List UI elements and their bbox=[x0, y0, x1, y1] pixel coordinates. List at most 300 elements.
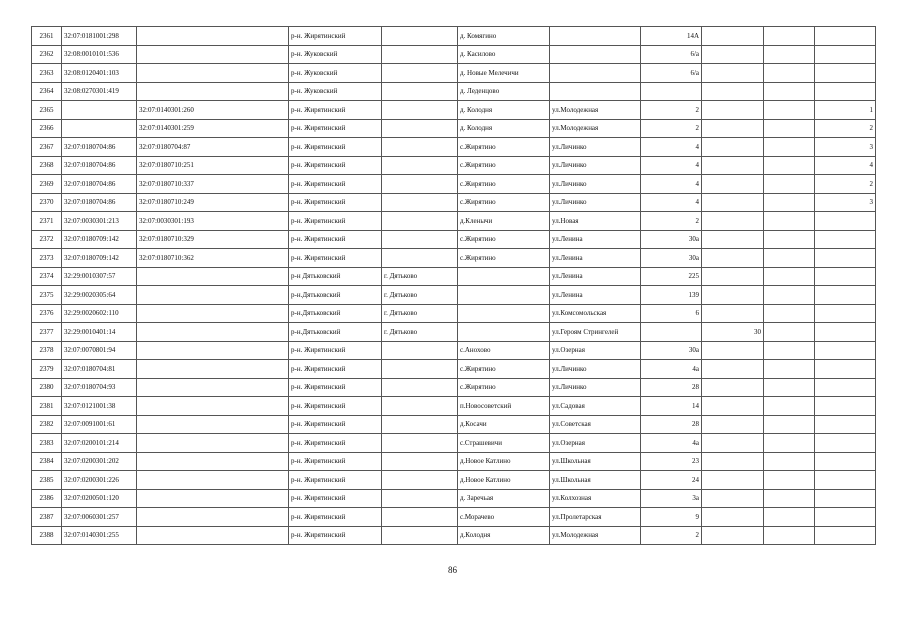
cadastral-number-cell: 32:07:0180709:142 bbox=[62, 230, 137, 249]
cadastral-number-cell: 32:08:0010101:536 bbox=[62, 45, 137, 64]
cadastral-number-2-cell bbox=[137, 45, 289, 64]
street-cell: ул.Ленина bbox=[550, 230, 641, 249]
row-number-cell: 2378 bbox=[32, 341, 62, 360]
city-cell bbox=[382, 45, 458, 64]
table-row bbox=[32, 323, 876, 342]
city-cell bbox=[382, 415, 458, 434]
table-row bbox=[32, 156, 876, 175]
empty-cell-cell bbox=[764, 434, 815, 453]
street-cell: ул.Озерная bbox=[550, 341, 641, 360]
apartment-number-cell bbox=[815, 249, 876, 268]
house-number-cell: 14 bbox=[641, 397, 702, 416]
house-number-cell: 28 bbox=[641, 378, 702, 397]
unit-number-cell bbox=[702, 82, 764, 101]
apartment-number-cell bbox=[815, 27, 876, 46]
house-number-cell: 14А bbox=[641, 27, 702, 46]
cadastral-number-2-cell: 32:07:0180704:87 bbox=[137, 138, 289, 157]
row-number-cell: 2365 bbox=[32, 101, 62, 120]
cadastral-number-cell: 32:07:0181001:298 bbox=[62, 27, 137, 46]
city-cell bbox=[382, 27, 458, 46]
apartment-number-cell bbox=[815, 434, 876, 453]
settlement-cell: с.Страшевичи bbox=[458, 434, 550, 453]
apartment-number-cell: 1 bbox=[815, 101, 876, 120]
row-number-cell: 2374 bbox=[32, 267, 62, 286]
row-number-cell: 2376 bbox=[32, 304, 62, 323]
table-row bbox=[32, 471, 876, 490]
house-number-cell: 2 bbox=[641, 526, 702, 545]
street-cell bbox=[550, 27, 641, 46]
table-body bbox=[32, 27, 876, 545]
settlement-cell: с.Жирятино bbox=[458, 230, 550, 249]
house-number-cell: 24 bbox=[641, 471, 702, 490]
cadastral-number-cell: 32:07:0180704:93 bbox=[62, 378, 137, 397]
empty-cell-cell bbox=[764, 489, 815, 508]
city-cell bbox=[382, 175, 458, 194]
apartment-number-cell bbox=[815, 378, 876, 397]
district-cell: р-н. Жирятинский bbox=[289, 397, 382, 416]
street-cell: ул.Личинко bbox=[550, 378, 641, 397]
house-number-cell: 4 bbox=[641, 193, 702, 212]
row-number-cell: 2380 bbox=[32, 378, 62, 397]
cadastral-number-cell: 32:08:0120401:103 bbox=[62, 64, 137, 83]
empty-cell-cell bbox=[764, 82, 815, 101]
cadastral-number-cell: 32:07:0180709:142 bbox=[62, 249, 137, 268]
apartment-number-cell bbox=[815, 341, 876, 360]
apartment-number-cell: 2 bbox=[815, 119, 876, 138]
unit-number-cell bbox=[702, 286, 764, 305]
house-number-cell: 4а bbox=[641, 360, 702, 379]
house-number-cell: 4 bbox=[641, 175, 702, 194]
house-number-cell: 4 bbox=[641, 138, 702, 157]
empty-cell-cell bbox=[764, 267, 815, 286]
cadastral-number-2-cell: 32:07:0180710:337 bbox=[137, 175, 289, 194]
settlement-cell: д. Новые Мелечичи bbox=[458, 64, 550, 83]
unit-number-cell bbox=[702, 267, 764, 286]
table-row bbox=[32, 212, 876, 231]
row-number-cell: 2370 bbox=[32, 193, 62, 212]
cadastral-number-2-cell: 32:07:0140301:260 bbox=[137, 101, 289, 120]
table-row bbox=[32, 249, 876, 268]
cadastral-number-2-cell: 32:07:0030301:193 bbox=[137, 212, 289, 231]
cadastral-number-cell: 32:07:0180704:86 bbox=[62, 138, 137, 157]
settlement-cell: с.Жирятино bbox=[458, 138, 550, 157]
row-number-cell: 2386 bbox=[32, 489, 62, 508]
unit-number-cell bbox=[702, 193, 764, 212]
table-row bbox=[32, 434, 876, 453]
empty-cell-cell bbox=[764, 360, 815, 379]
house-number-cell: 23 bbox=[641, 452, 702, 471]
city-cell bbox=[382, 341, 458, 360]
district-cell: р-н. Жирятинский bbox=[289, 415, 382, 434]
apartment-number-cell bbox=[815, 323, 876, 342]
apartment-number-cell: 4 bbox=[815, 156, 876, 175]
cadastral-number-2-cell bbox=[137, 489, 289, 508]
table-row bbox=[32, 119, 876, 138]
unit-number-cell bbox=[702, 415, 764, 434]
settlement-cell: с.Жирятино bbox=[458, 193, 550, 212]
table-row bbox=[32, 341, 876, 360]
street-cell: ул.Личинко bbox=[550, 138, 641, 157]
street-cell: ул.Ленина bbox=[550, 286, 641, 305]
apartment-number-cell bbox=[815, 452, 876, 471]
empty-cell-cell bbox=[764, 175, 815, 194]
district-cell: р-н. Жирятинский bbox=[289, 341, 382, 360]
unit-number-cell bbox=[702, 452, 764, 471]
table-row bbox=[32, 489, 876, 508]
cadastral-number-2-cell bbox=[137, 360, 289, 379]
row-number-cell: 2384 bbox=[32, 452, 62, 471]
settlement-cell: д. Комягино bbox=[458, 27, 550, 46]
apartment-number-cell bbox=[815, 267, 876, 286]
unit-number-cell bbox=[702, 489, 764, 508]
settlement-cell: д. Леденцово bbox=[458, 82, 550, 101]
city-cell bbox=[382, 138, 458, 157]
unit-number-cell bbox=[702, 397, 764, 416]
unit-number-cell bbox=[702, 138, 764, 157]
district-cell: р-н. Жирятинский bbox=[289, 526, 382, 545]
empty-cell-cell bbox=[764, 193, 815, 212]
cadastral-number-cell: 32:07:0200301:202 bbox=[62, 452, 137, 471]
empty-cell-cell bbox=[764, 101, 815, 120]
city-cell: г. Дятьково bbox=[382, 304, 458, 323]
cadastral-number-cell: 32:29:0020602:110 bbox=[62, 304, 137, 323]
row-number-cell: 2373 bbox=[32, 249, 62, 268]
cadastral-number-cell: 32:07:0180704:86 bbox=[62, 156, 137, 175]
cadastral-number-2-cell bbox=[137, 304, 289, 323]
street-cell bbox=[550, 45, 641, 64]
table-row bbox=[32, 267, 876, 286]
settlement-cell: д.Новое Катлино bbox=[458, 452, 550, 471]
empty-cell-cell bbox=[764, 397, 815, 416]
unit-number-cell bbox=[702, 304, 764, 323]
table-row bbox=[32, 193, 876, 212]
street-cell: ул.Личинко bbox=[550, 193, 641, 212]
cadastral-number-2-cell bbox=[137, 434, 289, 453]
street-cell: ул.Ленина bbox=[550, 249, 641, 268]
register-sheet bbox=[31, 26, 875, 545]
cadastral-number-cell: 32:07:0200501:120 bbox=[62, 489, 137, 508]
settlement-cell: с.Жирятино bbox=[458, 360, 550, 379]
cadastral-number-2-cell bbox=[137, 286, 289, 305]
city-cell bbox=[382, 378, 458, 397]
cadastral-number-cell: 32:07:0121001:38 bbox=[62, 397, 137, 416]
table-row bbox=[32, 452, 876, 471]
house-number-cell: 30а bbox=[641, 230, 702, 249]
table-row bbox=[32, 378, 876, 397]
house-number-cell: 30а bbox=[641, 249, 702, 268]
cadastral-number-2-cell bbox=[137, 415, 289, 434]
street-cell: ул.Советская bbox=[550, 415, 641, 434]
cadastral-number-2-cell bbox=[137, 323, 289, 342]
unit-number-cell bbox=[702, 434, 764, 453]
street-cell: ул.Садовая bbox=[550, 397, 641, 416]
unit-number-cell bbox=[702, 119, 764, 138]
table-row bbox=[32, 508, 876, 527]
settlement-cell bbox=[458, 304, 550, 323]
district-cell: р-н.Дятьковский bbox=[289, 286, 382, 305]
row-number-cell: 2387 bbox=[32, 508, 62, 527]
apartment-number-cell bbox=[815, 508, 876, 527]
settlement-cell: с.Морачево bbox=[458, 508, 550, 527]
empty-cell-cell bbox=[764, 452, 815, 471]
table-row bbox=[32, 64, 876, 83]
city-cell bbox=[382, 249, 458, 268]
page-number: 86 bbox=[448, 565, 457, 575]
house-number-cell: 2 bbox=[641, 212, 702, 231]
house-number-cell: 30а bbox=[641, 341, 702, 360]
house-number-cell: 2 bbox=[641, 101, 702, 120]
cadastral-number-cell: 32:29:0010401:14 bbox=[62, 323, 137, 342]
apartment-number-cell bbox=[815, 64, 876, 83]
empty-cell-cell bbox=[764, 249, 815, 268]
house-number-cell: 2 bbox=[641, 119, 702, 138]
unit-number-cell bbox=[702, 230, 764, 249]
cadastral-number-cell: 32:07:0200101:214 bbox=[62, 434, 137, 453]
settlement-cell: д. Касилово bbox=[458, 45, 550, 64]
apartment-number-cell bbox=[815, 212, 876, 231]
cadastral-number-2-cell bbox=[137, 64, 289, 83]
district-cell: р-н Дятьковский bbox=[289, 267, 382, 286]
apartment-number-cell bbox=[815, 286, 876, 305]
table-row bbox=[32, 101, 876, 120]
apartment-number-cell bbox=[815, 304, 876, 323]
city-cell bbox=[382, 526, 458, 545]
cadastral-number-2-cell: 32:07:0180710:329 bbox=[137, 230, 289, 249]
district-cell: р-н. Жуковский bbox=[289, 64, 382, 83]
empty-cell-cell bbox=[764, 341, 815, 360]
cadastral-number-2-cell bbox=[137, 378, 289, 397]
cadastral-number-cell bbox=[62, 119, 137, 138]
unit-number-cell bbox=[702, 471, 764, 490]
street-cell: ул.Личинко bbox=[550, 175, 641, 194]
street-cell: ул.Героям Стрингелей bbox=[550, 323, 641, 342]
city-cell bbox=[382, 471, 458, 490]
street-cell: ул.Комсомольская bbox=[550, 304, 641, 323]
settlement-cell: д.Косачи bbox=[458, 415, 550, 434]
row-number-cell: 2362 bbox=[32, 45, 62, 64]
apartment-number-cell: 2 bbox=[815, 175, 876, 194]
cadastral-number-cell: 32:07:0060301:257 bbox=[62, 508, 137, 527]
apartment-number-cell bbox=[815, 45, 876, 64]
street-cell: ул.Ленина bbox=[550, 267, 641, 286]
street-cell: ул.Школьная bbox=[550, 452, 641, 471]
empty-cell-cell bbox=[764, 119, 815, 138]
house-number-cell: 6 bbox=[641, 304, 702, 323]
apartment-number-cell bbox=[815, 230, 876, 249]
settlement-cell: с.Жирятино bbox=[458, 249, 550, 268]
settlement-cell: п.Новосоветский bbox=[458, 397, 550, 416]
district-cell: р-н.Дятьковский bbox=[289, 323, 382, 342]
empty-cell-cell bbox=[764, 508, 815, 527]
settlement-cell: д.Колодня bbox=[458, 526, 550, 545]
district-cell: р-н. Жирятинский bbox=[289, 489, 382, 508]
city-cell bbox=[382, 119, 458, 138]
apartment-number-cell bbox=[815, 360, 876, 379]
cadastral-number-2-cell bbox=[137, 267, 289, 286]
apartment-number-cell bbox=[815, 415, 876, 434]
street-cell bbox=[550, 82, 641, 101]
house-number-cell: 139 bbox=[641, 286, 702, 305]
cadastral-number-cell: 32:29:0020305:64 bbox=[62, 286, 137, 305]
empty-cell-cell bbox=[764, 138, 815, 157]
empty-cell-cell bbox=[764, 27, 815, 46]
house-number-cell: 28 bbox=[641, 415, 702, 434]
settlement-cell: с.Жирятино bbox=[458, 378, 550, 397]
settlement-cell: д.Новое Катлино bbox=[458, 471, 550, 490]
district-cell: р-н. Жуковский bbox=[289, 45, 382, 64]
unit-number-cell bbox=[702, 64, 764, 83]
cadastral-number-2-cell bbox=[137, 27, 289, 46]
table-row bbox=[32, 397, 876, 416]
empty-cell-cell bbox=[764, 286, 815, 305]
row-number-cell: 2381 bbox=[32, 397, 62, 416]
district-cell: р-н. Жирятинский bbox=[289, 249, 382, 268]
district-cell: р-н. Жирятинский bbox=[289, 119, 382, 138]
unit-number-cell bbox=[702, 156, 764, 175]
cadastral-number-cell: 32:07:0180704:86 bbox=[62, 175, 137, 194]
house-number-cell: 6/а bbox=[641, 64, 702, 83]
row-number-cell: 2361 bbox=[32, 27, 62, 46]
city-cell bbox=[382, 452, 458, 471]
settlement-cell bbox=[458, 286, 550, 305]
city-cell bbox=[382, 212, 458, 231]
cadastral-number-cell: 32:07:0200301:226 bbox=[62, 471, 137, 490]
apartment-number-cell bbox=[815, 489, 876, 508]
street-cell: ул.Молодежная bbox=[550, 101, 641, 120]
empty-cell-cell bbox=[764, 415, 815, 434]
apartment-number-cell bbox=[815, 82, 876, 101]
city-cell bbox=[382, 397, 458, 416]
district-cell: р-н. Жирятинский bbox=[289, 27, 382, 46]
table-row bbox=[32, 138, 876, 157]
city-cell bbox=[382, 434, 458, 453]
table-row bbox=[32, 230, 876, 249]
table-row bbox=[32, 45, 876, 64]
settlement-cell: д. Колодня bbox=[458, 101, 550, 120]
row-number-cell: 2366 bbox=[32, 119, 62, 138]
row-number-cell: 2371 bbox=[32, 212, 62, 231]
row-number-cell: 2379 bbox=[32, 360, 62, 379]
row-number-cell: 2375 bbox=[32, 286, 62, 305]
empty-cell-cell bbox=[764, 304, 815, 323]
street-cell: ул.Молодежная bbox=[550, 526, 641, 545]
street-cell: ул.Озерная bbox=[550, 434, 641, 453]
empty-cell-cell bbox=[764, 64, 815, 83]
cadastral-number-2-cell: 32:07:0180710:251 bbox=[137, 156, 289, 175]
street-cell: ул.Колхозная bbox=[550, 489, 641, 508]
row-number-cell: 2364 bbox=[32, 82, 62, 101]
empty-cell-cell bbox=[764, 471, 815, 490]
row-number-cell: 2369 bbox=[32, 175, 62, 194]
settlement-cell: с.Жирятино bbox=[458, 156, 550, 175]
unit-number-cell bbox=[702, 341, 764, 360]
row-number-cell: 2388 bbox=[32, 526, 62, 545]
empty-cell-cell bbox=[764, 526, 815, 545]
district-cell: р-н. Жирятинский bbox=[289, 212, 382, 231]
street-cell: ул.Пролетарская bbox=[550, 508, 641, 527]
city-cell bbox=[382, 64, 458, 83]
unit-number-cell bbox=[702, 249, 764, 268]
empty-cell-cell bbox=[764, 156, 815, 175]
row-number-cell: 2368 bbox=[32, 156, 62, 175]
settlement-cell: д. Колодня bbox=[458, 119, 550, 138]
city-cell bbox=[382, 508, 458, 527]
cadastral-number-2-cell bbox=[137, 341, 289, 360]
cadastral-number-cell: 32:07:0140301:255 bbox=[62, 526, 137, 545]
cadastral-number-cell bbox=[62, 101, 137, 120]
table-row bbox=[32, 175, 876, 194]
property-register-table bbox=[31, 26, 876, 545]
cadastral-number-cell: 32:07:0091001:61 bbox=[62, 415, 137, 434]
district-cell: р-н. Жирятинский bbox=[289, 175, 382, 194]
district-cell: р-н. Жирятинский bbox=[289, 378, 382, 397]
row-number-cell: 2377 bbox=[32, 323, 62, 342]
district-cell: р-н. Жирятинский bbox=[289, 360, 382, 379]
cadastral-number-cell: 32:29:0010307:57 bbox=[62, 267, 137, 286]
unit-number-cell bbox=[702, 27, 764, 46]
district-cell: р-н.Дятьковский bbox=[289, 304, 382, 323]
street-cell: ул.Новая bbox=[550, 212, 641, 231]
house-number-cell: 3а bbox=[641, 489, 702, 508]
apartment-number-cell bbox=[815, 526, 876, 545]
city-cell bbox=[382, 156, 458, 175]
empty-cell-cell bbox=[764, 323, 815, 342]
city-cell bbox=[382, 193, 458, 212]
cadastral-number-2-cell bbox=[137, 508, 289, 527]
city-cell bbox=[382, 230, 458, 249]
street-cell: ул.Личинко bbox=[550, 360, 641, 379]
street-cell: ул.Молодежная bbox=[550, 119, 641, 138]
cadastral-number-2-cell: 32:07:0140301:259 bbox=[137, 119, 289, 138]
row-number-cell: 2363 bbox=[32, 64, 62, 83]
district-cell: р-н. Жирятинский bbox=[289, 138, 382, 157]
house-number-cell: 4а bbox=[641, 434, 702, 453]
cadastral-number-2-cell bbox=[137, 471, 289, 490]
settlement-cell bbox=[458, 267, 550, 286]
city-cell: г. Дятьково bbox=[382, 323, 458, 342]
table-row bbox=[32, 360, 876, 379]
cadastral-number-cell: 32:07:0070801:94 bbox=[62, 341, 137, 360]
table-row bbox=[32, 415, 876, 434]
empty-cell-cell bbox=[764, 230, 815, 249]
house-number-cell bbox=[641, 82, 702, 101]
house-number-cell: 6/а bbox=[641, 45, 702, 64]
city-cell bbox=[382, 82, 458, 101]
district-cell: р-н. Жирятинский bbox=[289, 471, 382, 490]
city-cell bbox=[382, 360, 458, 379]
unit-number-cell bbox=[702, 378, 764, 397]
district-cell: р-н. Жирятинский bbox=[289, 230, 382, 249]
settlement-cell: с.Жирятино bbox=[458, 175, 550, 194]
cadastral-number-2-cell: 32:07:0180710:249 bbox=[137, 193, 289, 212]
unit-number-cell bbox=[702, 360, 764, 379]
city-cell: г. Дятьково bbox=[382, 267, 458, 286]
apartment-number-cell: 3 bbox=[815, 193, 876, 212]
street-cell bbox=[550, 64, 641, 83]
cadastral-number-2-cell bbox=[137, 452, 289, 471]
settlement-cell: с.Анохово bbox=[458, 341, 550, 360]
settlement-cell: д.Кленычи bbox=[458, 212, 550, 231]
table-row bbox=[32, 286, 876, 305]
district-cell: р-н. Жирятинский bbox=[289, 193, 382, 212]
cadastral-number-2-cell: 32:07:0180710:362 bbox=[137, 249, 289, 268]
settlement-cell bbox=[458, 323, 550, 342]
district-cell: р-н. Жирятинский bbox=[289, 508, 382, 527]
row-number-cell: 2382 bbox=[32, 415, 62, 434]
table-row bbox=[32, 304, 876, 323]
cadastral-number-2-cell bbox=[137, 526, 289, 545]
district-cell: р-н. Жирятинский bbox=[289, 156, 382, 175]
